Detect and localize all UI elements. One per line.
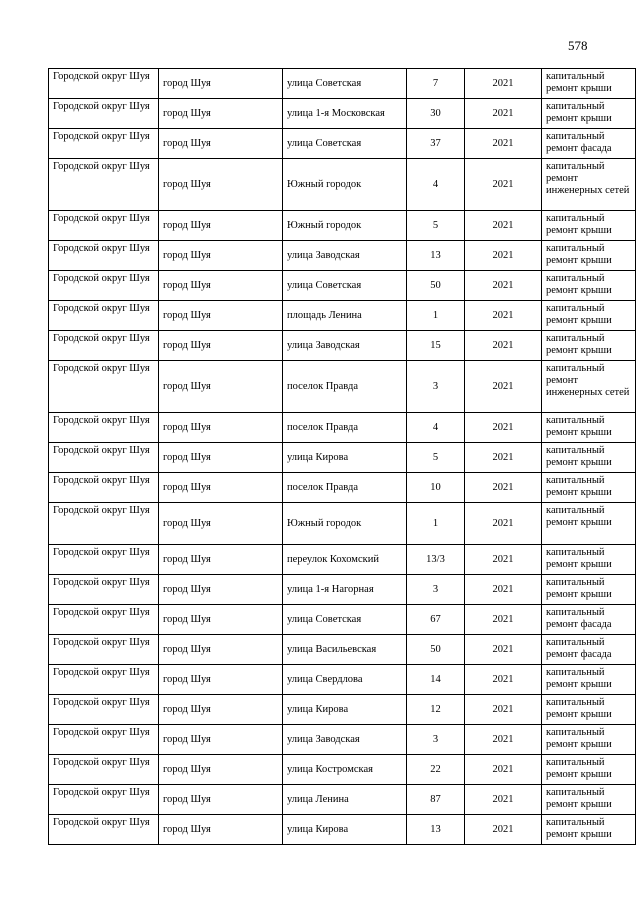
- municipality-cell: Городской округ Шуя: [49, 361, 159, 413]
- street-cell: площадь Ленина: [283, 301, 407, 331]
- house-number-cell: 3: [407, 575, 465, 605]
- year-cell: 2021: [465, 331, 542, 361]
- municipality-cell: Городской округ Шуя: [49, 271, 159, 301]
- work-type-cell: капитальный ремонт крыши: [542, 99, 636, 129]
- year-cell: 2021: [465, 69, 542, 99]
- house-number-cell: 13/3: [407, 545, 465, 575]
- work-type-cell: капитальный ремонт крыши: [542, 665, 636, 695]
- municipality-cell: Городской округ Шуя: [49, 785, 159, 815]
- table-row: [49, 575, 636, 605]
- work-type-cell: капитальный ремонт крыши: [542, 69, 636, 99]
- table-row: [49, 211, 636, 241]
- street-cell: улица Советская: [283, 271, 407, 301]
- house-number-cell: 3: [407, 361, 465, 413]
- year-cell: 2021: [465, 301, 542, 331]
- work-type-cell: капитальный ремонт крыши: [542, 443, 636, 473]
- street-cell: улица Советская: [283, 129, 407, 159]
- work-type-cell: капитальный ремонт фасада: [542, 635, 636, 665]
- year-cell: 2021: [465, 695, 542, 725]
- table-body: [49, 69, 636, 845]
- municipality-cell: Городской округ Шуя: [49, 159, 159, 211]
- municipality-cell: Городской округ Шуя: [49, 503, 159, 545]
- year-cell: 2021: [465, 271, 542, 301]
- table-row: [49, 69, 636, 99]
- street-cell: Южный городок: [283, 159, 407, 211]
- year-cell: 2021: [465, 545, 542, 575]
- street-cell: улица Советская: [283, 69, 407, 99]
- house-number-cell: 12: [407, 695, 465, 725]
- work-type-cell: капитальный ремонт фасада: [542, 605, 636, 635]
- year-cell: 2021: [465, 99, 542, 129]
- table-row: [49, 413, 636, 443]
- street-cell: улица Кирова: [283, 695, 407, 725]
- work-type-cell: капитальный ремонт крыши: [542, 473, 636, 503]
- house-number-cell: 4: [407, 413, 465, 443]
- work-type-cell: капитальный ремонт крыши: [542, 725, 636, 755]
- city-cell: город Шуя: [159, 211, 283, 241]
- house-number-cell: 13: [407, 815, 465, 845]
- city-cell: город Шуя: [159, 301, 283, 331]
- municipality-cell: Городской округ Шуя: [49, 331, 159, 361]
- work-type-cell: капитальный ремонт крыши: [542, 413, 636, 443]
- table-row: [49, 503, 636, 545]
- city-cell: город Шуя: [159, 129, 283, 159]
- table-row: [49, 99, 636, 129]
- house-number-cell: 10: [407, 473, 465, 503]
- year-cell: 2021: [465, 605, 542, 635]
- repair-schedule-table: [48, 68, 636, 845]
- street-cell: улица Костромская: [283, 755, 407, 785]
- municipality-cell: Городской округ Шуя: [49, 635, 159, 665]
- city-cell: город Шуя: [159, 473, 283, 503]
- house-number-cell: 50: [407, 635, 465, 665]
- city-cell: город Шуя: [159, 575, 283, 605]
- year-cell: 2021: [465, 361, 542, 413]
- work-type-cell: капитальный ремонт крыши: [542, 241, 636, 271]
- street-cell: переулок Кохомский: [283, 545, 407, 575]
- year-cell: 2021: [465, 211, 542, 241]
- table-row: [49, 815, 636, 845]
- city-cell: город Шуя: [159, 99, 283, 129]
- year-cell: 2021: [465, 473, 542, 503]
- city-cell: город Шуя: [159, 725, 283, 755]
- city-cell: город Шуя: [159, 271, 283, 301]
- house-number-cell: 50: [407, 271, 465, 301]
- work-type-cell: капитальный ремонт фасада: [542, 129, 636, 159]
- house-number-cell: 4: [407, 159, 465, 211]
- work-type-cell: капитальный ремонт крыши: [542, 785, 636, 815]
- work-type-cell: капитальный ремонт крыши: [542, 545, 636, 575]
- city-cell: город Шуя: [159, 361, 283, 413]
- table-row: [49, 443, 636, 473]
- work-type-cell: капитальный ремонт крыши: [542, 695, 636, 725]
- house-number-cell: 87: [407, 785, 465, 815]
- year-cell: 2021: [465, 725, 542, 755]
- work-type-cell: капитальный ремонт крыши: [542, 755, 636, 785]
- year-cell: 2021: [465, 413, 542, 443]
- municipality-cell: Городской округ Шуя: [49, 665, 159, 695]
- year-cell: 2021: [465, 635, 542, 665]
- municipality-cell: Городской округ Шуя: [49, 413, 159, 443]
- city-cell: город Шуя: [159, 755, 283, 785]
- city-cell: город Шуя: [159, 159, 283, 211]
- house-number-cell: 3: [407, 725, 465, 755]
- table-row: [49, 785, 636, 815]
- house-number-cell: 5: [407, 443, 465, 473]
- year-cell: 2021: [465, 159, 542, 211]
- municipality-cell: Городской округ Шуя: [49, 129, 159, 159]
- year-cell: 2021: [465, 129, 542, 159]
- street-cell: улица Советская: [283, 605, 407, 635]
- house-number-cell: 30: [407, 99, 465, 129]
- street-cell: улица Заводская: [283, 331, 407, 361]
- house-number-cell: 1: [407, 503, 465, 545]
- city-cell: город Шуя: [159, 665, 283, 695]
- house-number-cell: 5: [407, 211, 465, 241]
- table-row: [49, 361, 636, 413]
- municipality-cell: Городской округ Шуя: [49, 99, 159, 129]
- house-number-cell: 15: [407, 331, 465, 361]
- municipality-cell: Городской округ Шуя: [49, 69, 159, 99]
- municipality-cell: Городской округ Шуя: [49, 241, 159, 271]
- work-type-cell: капитальный ремонт крыши: [542, 575, 636, 605]
- city-cell: город Шуя: [159, 69, 283, 99]
- house-number-cell: 13: [407, 241, 465, 271]
- street-cell: Южный городок: [283, 211, 407, 241]
- municipality-cell: Городской округ Шуя: [49, 815, 159, 845]
- table-row: [49, 725, 636, 755]
- table-row: [49, 695, 636, 725]
- house-number-cell: 1: [407, 301, 465, 331]
- table-row: [49, 271, 636, 301]
- year-cell: 2021: [465, 241, 542, 271]
- year-cell: 2021: [465, 755, 542, 785]
- street-cell: улица 1-я Нагорная: [283, 575, 407, 605]
- year-cell: 2021: [465, 665, 542, 695]
- city-cell: город Шуя: [159, 241, 283, 271]
- work-type-cell: капитальный ремонт крыши: [542, 211, 636, 241]
- table-row: [49, 159, 636, 211]
- city-cell: город Шуя: [159, 635, 283, 665]
- city-cell: город Шуя: [159, 331, 283, 361]
- year-cell: 2021: [465, 443, 542, 473]
- work-type-cell: капитальный ремонт крыши: [542, 331, 636, 361]
- work-type-cell: капитальный ремонт крыши: [542, 271, 636, 301]
- street-cell: улица Ленина: [283, 785, 407, 815]
- municipality-cell: Городской округ Шуя: [49, 575, 159, 605]
- city-cell: город Шуя: [159, 413, 283, 443]
- page-number: 578: [568, 38, 588, 53]
- table-row: [49, 331, 636, 361]
- city-cell: город Шуя: [159, 443, 283, 473]
- municipality-cell: Городской округ Шуя: [49, 695, 159, 725]
- table-row: [49, 665, 636, 695]
- table-row: [49, 473, 636, 503]
- house-number-cell: 7: [407, 69, 465, 99]
- street-cell: улица Свердлова: [283, 665, 407, 695]
- city-cell: город Шуя: [159, 695, 283, 725]
- street-cell: улица Васильевская: [283, 635, 407, 665]
- city-cell: город Шуя: [159, 785, 283, 815]
- municipality-cell: Городской округ Шуя: [49, 725, 159, 755]
- city-cell: город Шуя: [159, 605, 283, 635]
- street-cell: улица 1-я Московская: [283, 99, 407, 129]
- work-type-cell: капитальный ремонт крыши: [542, 815, 636, 845]
- city-cell: город Шуя: [159, 545, 283, 575]
- year-cell: 2021: [465, 815, 542, 845]
- table-row: [49, 241, 636, 271]
- year-cell: 2021: [465, 785, 542, 815]
- municipality-cell: Городской округ Шуя: [49, 211, 159, 241]
- street-cell: поселок Правда: [283, 413, 407, 443]
- street-cell: улица Заводская: [283, 241, 407, 271]
- house-number-cell: 67: [407, 605, 465, 635]
- municipality-cell: Городской округ Шуя: [49, 605, 159, 635]
- city-cell: город Шуя: [159, 503, 283, 545]
- municipality-cell: Городской округ Шуя: [49, 473, 159, 503]
- street-cell: Южный городок: [283, 503, 407, 545]
- house-number-cell: 22: [407, 755, 465, 785]
- table-row: [49, 545, 636, 575]
- municipality-cell: Городской округ Шуя: [49, 755, 159, 785]
- table-row: [49, 635, 636, 665]
- year-cell: 2021: [465, 575, 542, 605]
- table-row: [49, 301, 636, 331]
- table-row: [49, 755, 636, 785]
- table-row: [49, 129, 636, 159]
- house-number-cell: 37: [407, 129, 465, 159]
- city-cell: город Шуя: [159, 815, 283, 845]
- municipality-cell: Городской округ Шуя: [49, 545, 159, 575]
- street-cell: поселок Правда: [283, 361, 407, 413]
- work-type-cell: капитальный ремонт крыши: [542, 503, 636, 545]
- work-type-cell: капитальный ремонт крыши: [542, 301, 636, 331]
- street-cell: улица Заводская: [283, 725, 407, 755]
- street-cell: улица Кирова: [283, 443, 407, 473]
- street-cell: улица Кирова: [283, 815, 407, 845]
- table-row: [49, 605, 636, 635]
- municipality-cell: Городской округ Шуя: [49, 301, 159, 331]
- house-number-cell: 14: [407, 665, 465, 695]
- municipality-cell: Городской округ Шуя: [49, 443, 159, 473]
- street-cell: поселок Правда: [283, 473, 407, 503]
- work-type-cell: капитальный ремонт инженерных сетей: [542, 159, 636, 211]
- work-type-cell: капитальный ремонт инженерных сетей: [542, 361, 636, 413]
- year-cell: 2021: [465, 503, 542, 545]
